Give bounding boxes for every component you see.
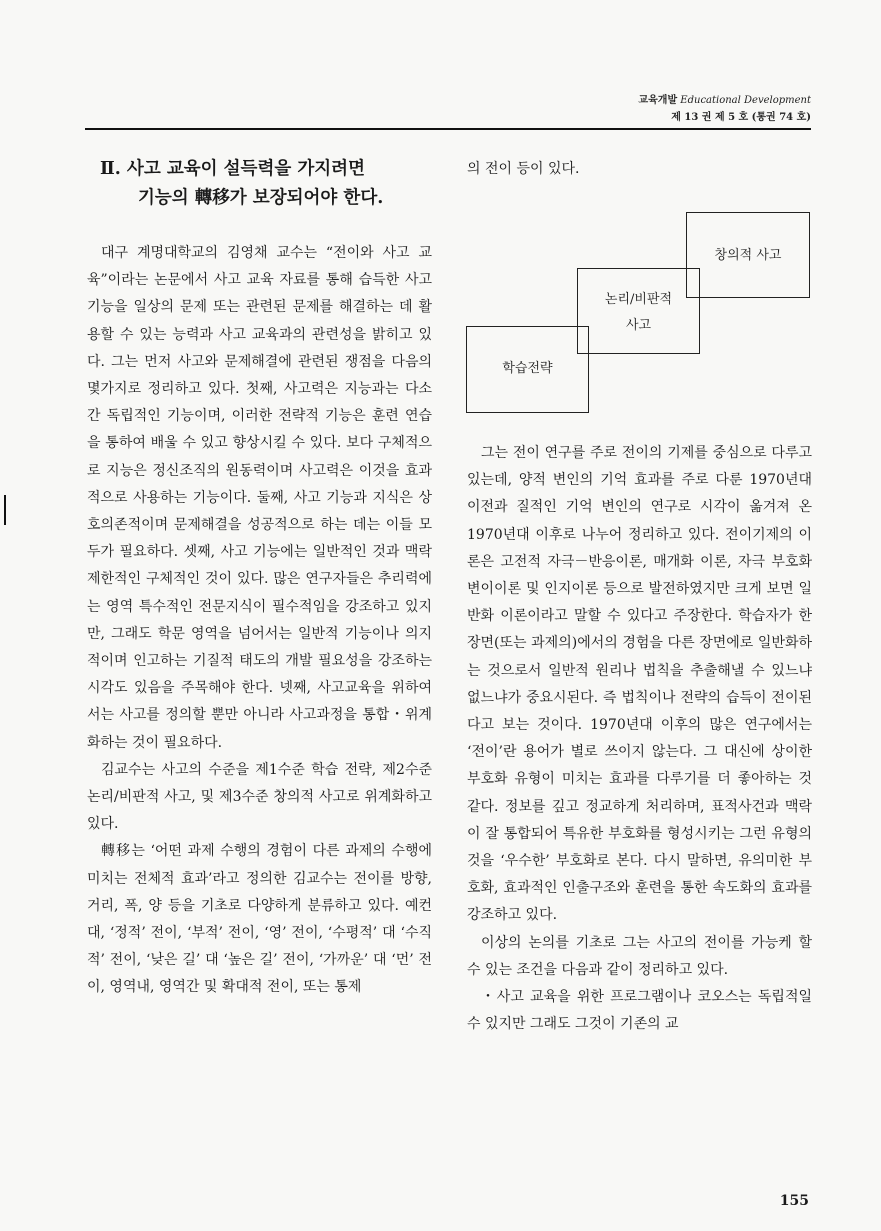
left-column	[87, 240, 432, 1002]
section-heading-line1: Ⅱ. 사고 교육이 설득력을 가지려면	[100, 159, 365, 179]
body-paragraph: 김교수는 사고의 수준을 제1수준 학습 전략, 제2수준 논리/비판적 사고, 및 제3수준 창의적 사고로 위계화하고 있다.	[87, 761, 432, 833]
continued-text: 의 전이 등이 있다.	[467, 161, 580, 177]
diagram-label-strategy: 학습전략	[502, 361, 553, 376]
journal-title-en: Educational Development	[680, 95, 811, 106]
journal-title-ko: 교육개발	[638, 95, 678, 106]
diagram-box-logical	[577, 268, 700, 354]
bullet-item: ・사고 교육을 위한 프로그램이나 코오스는 독립적일 수 있지만 그래도 그것이 기존의 교	[467, 989, 812, 1033]
body-paragraph: 이상의 논의를 기초로 그는 사고의 전이를 가능케 할 수 있는 조건을 다음과 같이 정리하고 있다.	[467, 934, 812, 978]
body-paragraph: 轉移는 ‘어떤 과제 수행의 경험이 다른 과제의 수행에 미치는 전체적 효과’라고 정의한 김교수는 전이를 방향, 거리, 폭, 양 등을 기초로 다양하게 분류하고 있다. 예컨대, ‘정적’ 전이, ‘부적’ 전이, ‘영’ 전이, ‘수평적’ 대 ‘수직적’ 전이, ‘낮은 길’ 대 ‘높은 길’ 전이, ‘가까운’ 대 ‘먼’ 전이, 영역내, 영역간 및 확대적 전이, 또는 통제	[87, 843, 432, 996]
header-rule	[85, 128, 811, 130]
margin-mark	[4, 495, 6, 525]
body-paragraph: 그는 전이 연구를 주로 전이의 기제를 중심으로 다루고 있는데, 양적 변인의 기억 효과를 주로 다룬 1970년대 이전과 질적인 기억 변인의 연구로 시각이 옮겨져 온 1970년대 이후로 나누어 정리하고 있다. 전이기제의 이론은 고전적 자극－반응이론, 매개화 이론, 자극 부호화 변이이론 및 인지이론 등으로 발전하였지만 크게 보면 일반화 이론이라고 말할 수 있다고 주장한다. 학습자가 한 장면(또는 과제의)에서의 경험을 다른 장면에로 일반화하는 것으로서 일반적 원리나 법칙을 추출해낼 수 있느냐 없느냐가 중요시된다. 즉 법칙이나 전략의 습득이 전이된다고 보는 것이다. 1970년대 이후의 많은 연구에서는 ‘전이’란 용어가 별로 쓰이지 않는다. 그 대신에 상이한 부호화 유형이 미치는 효과를 다루기를 더 좋아하는 것 같다. 정보를 깊고 정교하게 처리하며, 표적사건과 맥락이 잘 통합되어 특유한 부호화를 형성시키는 그런 유형의 것을 ‘우수한’ 부호화로 본다. 다시 말하면, 유의미한 부호화, 효과적인 인출구조와 훈련을 통한 속도화의 효과를 강조하고 있다.	[467, 445, 812, 924]
section-heading-line2: 기능의 轉移가 보장되어야 한다.	[138, 188, 384, 208]
volume-issue: 제 13 권 제 5 호 (통권 74 호)	[671, 112, 811, 123]
right-column	[467, 440, 812, 1038]
body-paragraph: 대구 계명대학교의 김영채 교수는 “전이와 사고 교육”이라는 논문에서 사고 교육 자료를 통해 습득한 사고 기능을 일상의 문제 또는 관련된 문제를 해결하는 데 활용할 수 있는 능력과 사고 교육과의 관련성을 밝히고 있다. 그는 먼저 사고와 문제해결에 관련된 쟁점을 다음의 몇가지로 정리하고 있다. 첫째, 사고력은 지능과는 다소간 독립적인 기능이며, 이러한 전략적 기능은 훈련 연습을 통하여 배울 수 있고 향상시킬 수 있다. 보다 구체적으로 지능은 정신조직의 원동력이며 사고력은 이것을 효과적으로 사용하는 기능이다. 둘째, 사고 기능과 지식은 상호의존적이며 문제해결을 성공적으로 하는 데는 이들 모두가 필요하다. 셋째, 사고 기능에는 일반적인 것과 맥락 제한적인 구체적인 것이 있다. 많은 연구자들은 추리력에는 영역 특수적인 전문지식이 필수적임을 강조하고 있지만, 그래도 학문 영역을 넘어서는 일반적 기능이나 의지적이며 인고하는 기질적 태도의 개발 필요성을 강조하는 시각도 있음을 주목해야 한다. 넷째, 사고교육을 위하여서는 사고를 정의할 뿐만 아니라 사고과정을 통합・위계화하는 것이 필요하다.	[87, 245, 432, 751]
page-number: 155	[779, 1193, 809, 1209]
running-header	[638, 92, 811, 126]
section-heading	[100, 155, 430, 213]
diagram-box-creative	[686, 212, 810, 298]
diagram-label-logical-line2: 사고	[625, 318, 652, 333]
diagram-label-logical	[578, 287, 699, 339]
diagram-label-logical-line1: 논리/비판적	[604, 292, 673, 307]
diagram-box-strategy	[466, 326, 589, 413]
diagram-label-creative: 창의적 사고	[714, 248, 782, 263]
journal-title	[638, 92, 811, 109]
